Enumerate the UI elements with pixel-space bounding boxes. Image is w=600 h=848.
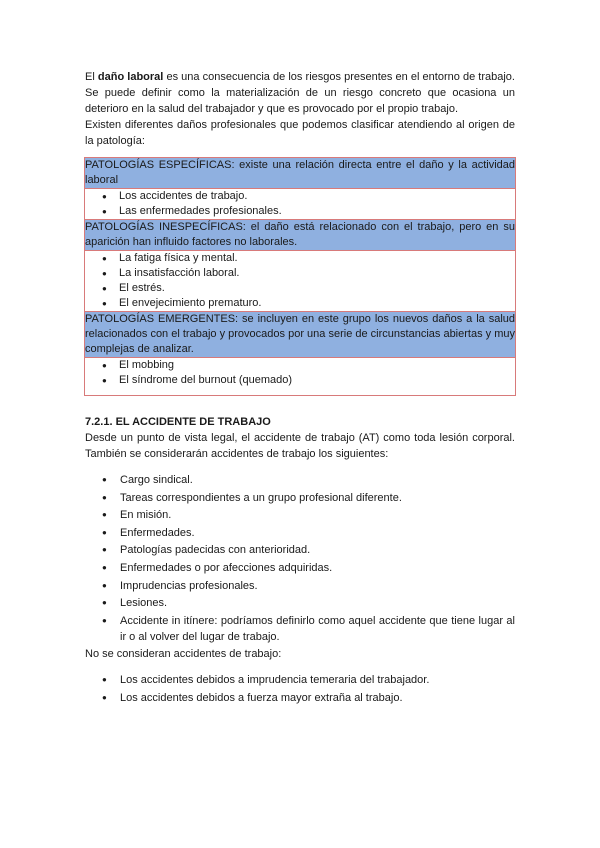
- list-item: ● La insatisfacción laboral.: [85, 266, 515, 281]
- list-item: ● La fatiga física y mental.: [85, 251, 515, 266]
- list-item: ● Los accidentes debidos a imprudencia temeraria del trabajador.: [85, 672, 515, 688]
- list-item: ● El envejecimiento prematuro.: [85, 296, 515, 311]
- section-title: 7.2.1. EL ACCIDENTE DE TRABAJO: [85, 416, 271, 428]
- list-item: ● Enfermedades.: [85, 525, 515, 541]
- legal-paragraph: Desde un punto de vista legal, el accidente de trabajo (AT) como toda lesión corporal. También se considerarán accidentes de trabajo los siguientes:: [85, 432, 515, 460]
- list-item: ● Los accidentes de trabajo.: [85, 189, 515, 204]
- intro-paragraph: [85, 69, 515, 117]
- list-item: ● Enfermedades o por afecciones adquiridas.: [85, 560, 515, 576]
- considered-list: [85, 472, 515, 645]
- table-row: [85, 251, 516, 312]
- list-item: ● Cargo sindical.: [85, 472, 515, 488]
- table-row: [85, 312, 516, 358]
- table-row: [85, 358, 516, 396]
- pathology-header-nonspecific: PATOLOGÍAS INESPECÍFICAS: el daño está relacionado con el trabajo, pero en su aparición han influido factores no laborales.: [85, 220, 516, 251]
- pathology-header-emerging: PATOLOGÍAS EMERGENTES: se incluyen en este grupo los nuevos daños a la salud relacionados con el trabajo y provocados por una serie de circunstancias abiertas y muy complejas de analizar.: [85, 312, 516, 358]
- table-row: [85, 158, 516, 189]
- list-item: ● Las enfermedades profesionales.: [85, 204, 515, 219]
- emerging-list: [85, 358, 515, 388]
- list-item: ● En misión.: [85, 507, 515, 523]
- list-item: ● Patologías padecidas con anterioridad.: [85, 542, 515, 558]
- table-row: [85, 220, 516, 251]
- not-considered-list: [85, 672, 515, 706]
- pathology-header-specific: PATOLOGÍAS ESPECÍFICAS: existe una relación directa entre el daño y la actividad laboral: [85, 158, 516, 189]
- list-item: ● El estrés.: [85, 281, 515, 296]
- pathology-table: [84, 157, 516, 396]
- classify-paragraph: Existen diferentes daños profesionales que podemos clasificar atendiendo al origen de la patología:: [85, 119, 515, 147]
- nonspecific-list: [85, 251, 515, 311]
- list-item: ● Los accidentes debidos a fuerza mayor extraña al trabajo.: [85, 690, 515, 706]
- list-item: ● Accidente in itínere: podríamos definirlo como aquel accidente que tiene lugar al ir o al volver del lugar de trabajo.: [85, 613, 515, 645]
- intro-rest: es una consecuencia de los riesgos presentes en el entorno de trabajo. Se puede definir como la materialización de un riesgo concreto que ocasiona un deterioro en la salud del trabajador y que es provocado por el propio trabajo.: [85, 71, 515, 115]
- document-page: [85, 69, 515, 708]
- not-considered-paragraph: No se consideran accidentes de trabajo:: [85, 648, 282, 661]
- table-row: [85, 189, 516, 220]
- list-item: ● El síndrome del burnout (quemado): [85, 373, 515, 388]
- list-item: ● Tareas correspondientes a un grupo profesional diferente.: [85, 490, 515, 506]
- list-item: ● Imprudencias profesionales.: [85, 578, 515, 594]
- list-item: ● El mobbing: [85, 358, 515, 373]
- specific-list: [85, 189, 515, 219]
- intro-bold-term: daño laboral: [97, 71, 164, 83]
- list-item: ● Lesiones.: [85, 595, 515, 611]
- intro-prefix: El: [85, 71, 98, 83]
